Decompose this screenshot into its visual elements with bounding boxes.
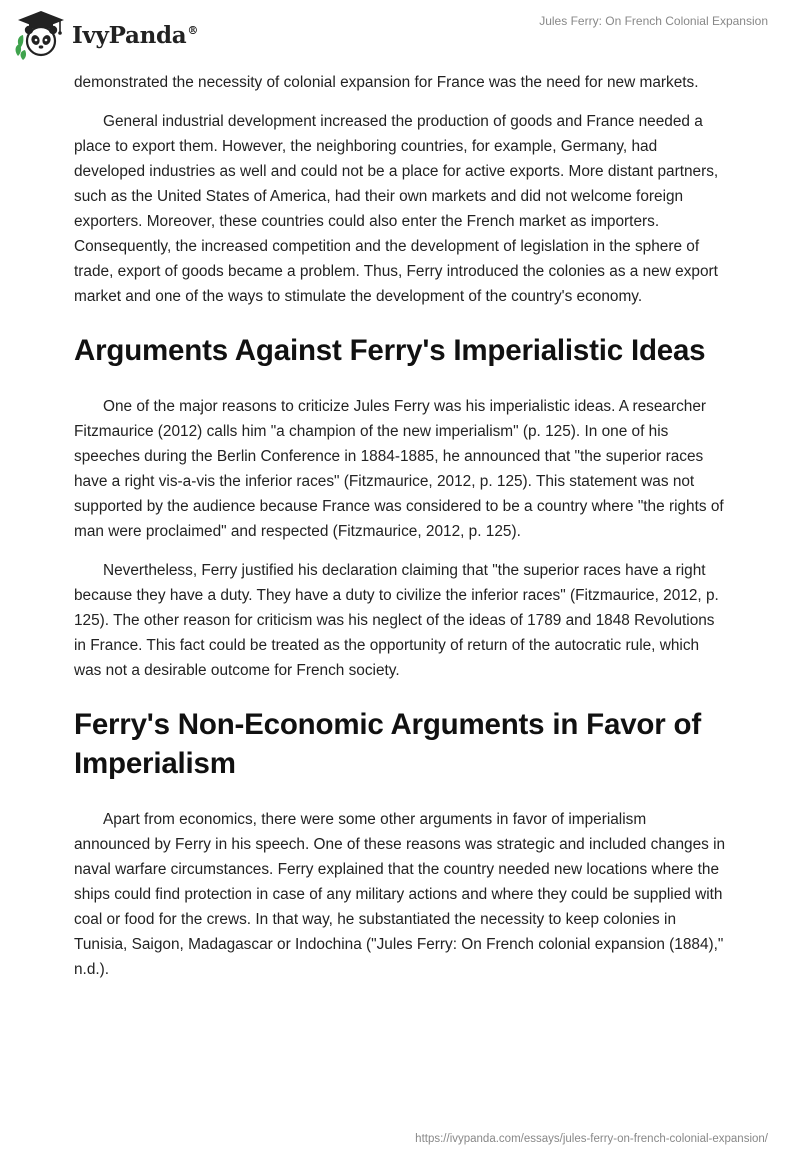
paragraph-export-markets: General industrial development increased the production of goods and France needed a place to export them. However, the neighboring countries, for example, Germany, had developed industries as well and could not be a place for active exports. More distant partners, such as the United States of America, had their own markets and did not welcome foreign exporters. Moreover, these countries could also enter the French market as importers. Consequently, the increased competition and the development of legislation in the sphere of trade, export of goods became a problem. Thus, Ferry introduced the colonies as a new export market and one of the ways to stimulate the development of the country's economy. [74,113,719,305]
paragraph-strategic-reasons: Apart from economics, there were some other arguments in favor of imperialism announced by Ferry in his speech. One of these reasons was strategic and included changes in naval warfare circumstances. Ferry explained that the country needed new locations where the ships could find protection in case of any military actions and where they could be supplied with coal or food for the crews. In that way, he substantiated the necessity to keep colonies in Tunisia, Saigon, Madagascar or Indochina ("Jules Ferry: On French colonial expansion (1884)," n.d.). [74,811,726,978]
paragraph-continued: demonstrated the necessity of colonial expansion for France was the need for new markets. [74,74,699,91]
source-url[interactable]: https://ivypanda.com/essays/jules-ferry-on-french-colonial-expansion/ [415,1133,768,1145]
panda-graduate-icon [14,8,68,62]
heading-non-economic-arguments: Ferry's Non-Economic Arguments in Favor of Imperialism [74,708,701,780]
paragraph-justification: Nevertheless, Ferry justified his declaration claiming that "the superior races have a right because they have a duty. They have a duty to civilize the inferior races" (Fitzmaurice, 2012, p. 125). The other reason for criticism was his neglect of the ideas of 1789 and 1848 Revolutions in France. This fact could be treated as the opportunity of return of the autocratic rule, which was not a desirable outcome for French society. [74,562,719,679]
document-title: Jules Ferry: On French Colonial Expansion [539,14,768,28]
essay-content [74,70,726,996]
heading-arguments-against: Arguments Against Ferry's Imperialistic Ideas [74,334,706,367]
ivypanda-logo[interactable] [14,8,198,62]
page-header [0,0,800,72]
paragraph-criticism: One of the major reasons to criticize Jules Ferry was his imperialistic ideas. A researcher Fitzmaurice (2012) calls him "a champion of the new imperialism" (p. 125). In one of his speeches during the Berlin Conference in 1884-1885, he announced that "the superior races have a right vis-a-vis the inferior races" (Fitzmaurice, 2012, p. 125). This statement was not supported by the audience because France was considered to be a country where "the rights of man were proclaimed" and respected (Fitzmaurice, 2012, p. 125). [74,398,724,540]
logo-wordmark: IvyPanda® [72,21,199,49]
